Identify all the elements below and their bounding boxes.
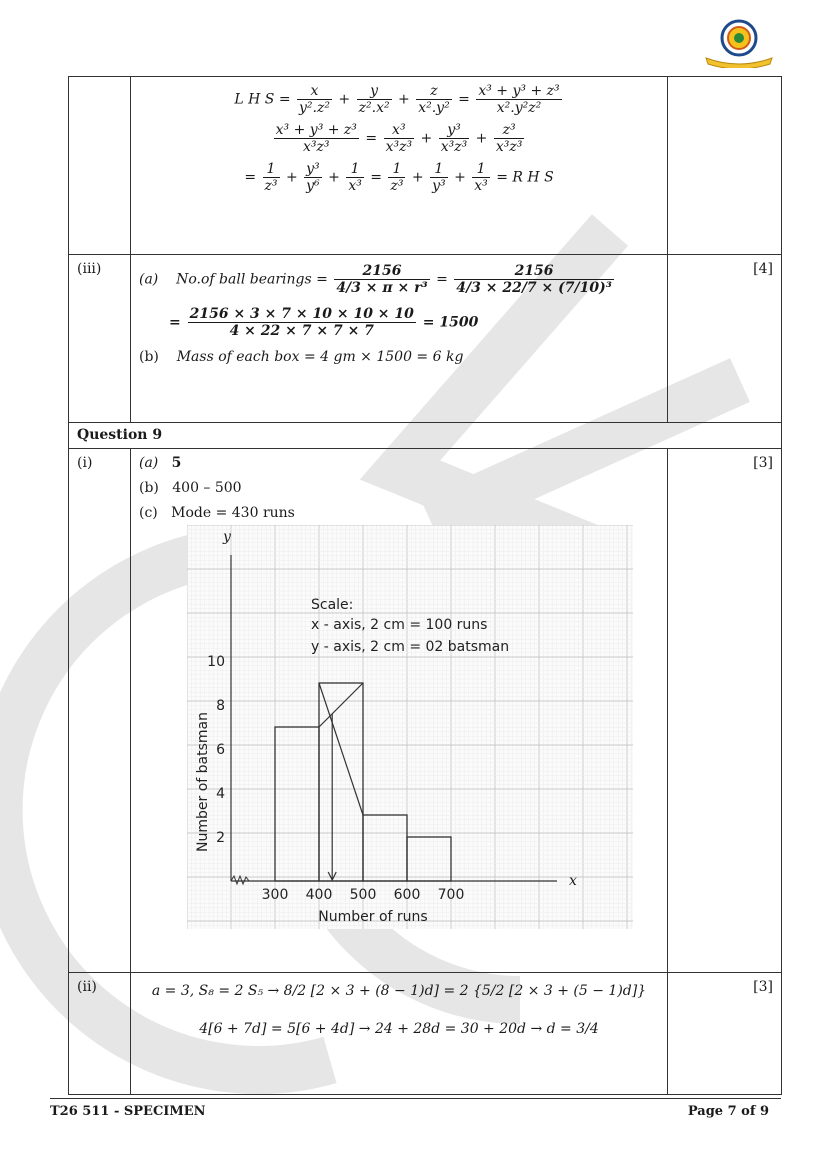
frac-num: 1 (430, 161, 448, 178)
frac-num: 2156 (454, 263, 614, 280)
marks: [3] (753, 979, 773, 995)
row-iii (69, 255, 782, 423)
y-tick-label: 8 (216, 698, 225, 714)
part-label: (b) (139, 349, 159, 366)
frac-num: y (357, 83, 392, 100)
y-axis-label: Number of batsman (195, 712, 211, 852)
x-axis-letter: x (569, 873, 577, 889)
frac-den: x³ (474, 178, 488, 195)
cisce-logo-icon (700, 16, 778, 68)
frac-den: x².y² (418, 100, 450, 117)
frac-num: x³ + y³ + z³ (275, 122, 357, 139)
q9i-c (131, 496, 667, 521)
iii-a: (a) No.of ball bearings = $\frac{2156}{\text{4/3 × π × r³}}$ = $\frac{2156}{\text{4/3 × 22/7 × (7/10)³}}$ (139, 263, 612, 297)
frac-den: x³z³ (303, 139, 330, 156)
part-label: (b) (139, 480, 159, 496)
frac-den: x³z³ (440, 139, 468, 156)
frac-den: 4/3 × 22/7 × (7/10)³ (456, 280, 612, 297)
lhs-text: L H S = (234, 91, 291, 108)
frac-num: 1 (346, 161, 364, 178)
y-tick-label: 6 (216, 742, 225, 758)
iii-a-result: = 1500 (422, 314, 479, 331)
question-title: Question 9 (77, 427, 163, 443)
frac-den: z³ (390, 178, 404, 195)
frac-den: z².x² (358, 100, 390, 117)
footer-code: T26 511 - SPECIMEN (50, 1104, 206, 1119)
question-9-header (69, 423, 782, 449)
part-label: (c) (139, 505, 158, 521)
frac-den: z³ (264, 178, 278, 195)
frac-num: x³ + y³ + z³ (478, 83, 560, 99)
y-tick-label: 2 (216, 830, 225, 846)
q9i-a-text: 5 (171, 455, 182, 471)
marks: [3] (753, 455, 773, 471)
scale-y-text: y - axis, 2 cm = 02 batsman (311, 639, 510, 655)
frac-num: y³ (306, 161, 320, 178)
lhs-line-2: $\frac{\text{x³ + y³ + z³}}{\text{x³z³}}$ = $\frac{\text{x³}}{\text{x³z³}}$ + $\frac{\text{y³}}{\text{x³z³}}$ + $\frac{\text{z³}}{\text{x³z³}}$ (275, 122, 523, 156)
q9i-a (131, 449, 667, 471)
frac-num: 1 (263, 161, 280, 178)
y-tick-label: 4 (216, 786, 225, 802)
row-label: (i) (77, 455, 93, 471)
row-q9-i (69, 449, 782, 973)
x-tick-label: 500 (349, 887, 377, 903)
q9ii-line-1: a = 3, S₈ = 2 S₅ → 8/2 [2 × 3 + (8 − 1)d] = 2 {5/2 [2 × 3 + (5 − 1)d]} (151, 983, 647, 999)
row-label: (iii) (77, 261, 102, 277)
answer-table (68, 76, 782, 1095)
frac-den: x³ (348, 178, 362, 195)
rhs-text: = R H S (496, 169, 554, 186)
frac-den: x².y²z² (496, 100, 542, 117)
scale-title: Scale: (311, 597, 354, 613)
frac-num: 2156 (334, 263, 429, 280)
iii-b-text: Mass of each box = 4 gm × 1500 = 6 kg (176, 349, 464, 366)
frac-num: y³ (439, 122, 470, 139)
frac-num: x³ (384, 122, 415, 139)
scale-x-text: x - axis, 2 cm = 100 runs (311, 617, 488, 633)
frac-num: x (297, 83, 332, 100)
frac-den: x³z³ (385, 139, 413, 156)
x-axis-label: Number of runs (318, 909, 428, 925)
part-label: (a) (139, 271, 159, 288)
frac-den: x³z³ (495, 139, 523, 156)
iii-a-text: No.of ball bearings = (176, 271, 328, 288)
x-tick-label: 700 (437, 887, 465, 903)
lhs-line-1: L H S = $\frac{x}{\text{y².z²}}$ + $\frac{y}{\text{z².x²}}$ + $\frac{z}{\text{x².y²}}$ = $\frac{\text{x³ + y³ + z³}}{\text{x².y²z²}}$ (234, 83, 560, 117)
x-tick-label: 600 (393, 887, 421, 903)
marks: [4] (753, 261, 773, 277)
row-q9-ii (69, 973, 782, 1095)
histogram-chart (187, 525, 633, 929)
frac-num: z (416, 83, 451, 100)
frac-den: 4/3 × π × r³ (336, 280, 428, 297)
frac-num: z³ (494, 122, 525, 139)
y-tick-label: 10 (207, 654, 225, 670)
frac-den: y².z² (299, 100, 330, 117)
frac-num: 1 (388, 161, 405, 178)
q9ii-line-2: 4[6 + 7d] = 5[6 + 4d] → 24 + 28d = 30 + 20d → d = 3/4 (199, 1021, 599, 1037)
frac-num: 1 (472, 161, 490, 178)
footer-page: Page 7 of 9 (687, 1104, 769, 1119)
footer-rule (50, 1098, 781, 1099)
frac-den: y³ (432, 178, 446, 195)
q9i-b (131, 471, 667, 496)
frac-den: 4 × 22 × 7 × 7 × 7 (229, 323, 374, 340)
continuation-row (69, 77, 782, 255)
part-label: (a) (139, 455, 159, 471)
row-label: (ii) (77, 979, 97, 995)
y-axis-letter: y (223, 529, 231, 545)
frac-num: 2156 × 3 × 7 × 10 × 10 × 10 (189, 306, 414, 323)
iii-b (131, 339, 667, 365)
x-tick-label: 300 (261, 887, 289, 903)
q9i-c-text: Mode = 430 runs (171, 505, 295, 521)
x-tick-label: 400 (305, 887, 333, 903)
iii-a-calc: = $\frac{2156 \times 3 \times 7 \times 10 \times 10 \times 10}{4 \times 22 \times 7 \times 7 \times 7}$ = 1500 (169, 306, 479, 340)
q9i-b-text: 400 – 500 (172, 480, 242, 496)
frac-den: y⁶ (306, 178, 320, 195)
lhs-line-3: = $\frac{1}{\text{z³}}$ + $\frac{\text{y³}}{\text{y⁶}}$ + $\frac{1}{\text{x³}}$ = $\frac{1}{\text{z³}}$ + $\frac{1}{\text{y³}}$ + $\frac{1}{\text{x³}}$ = R H S (244, 161, 554, 195)
